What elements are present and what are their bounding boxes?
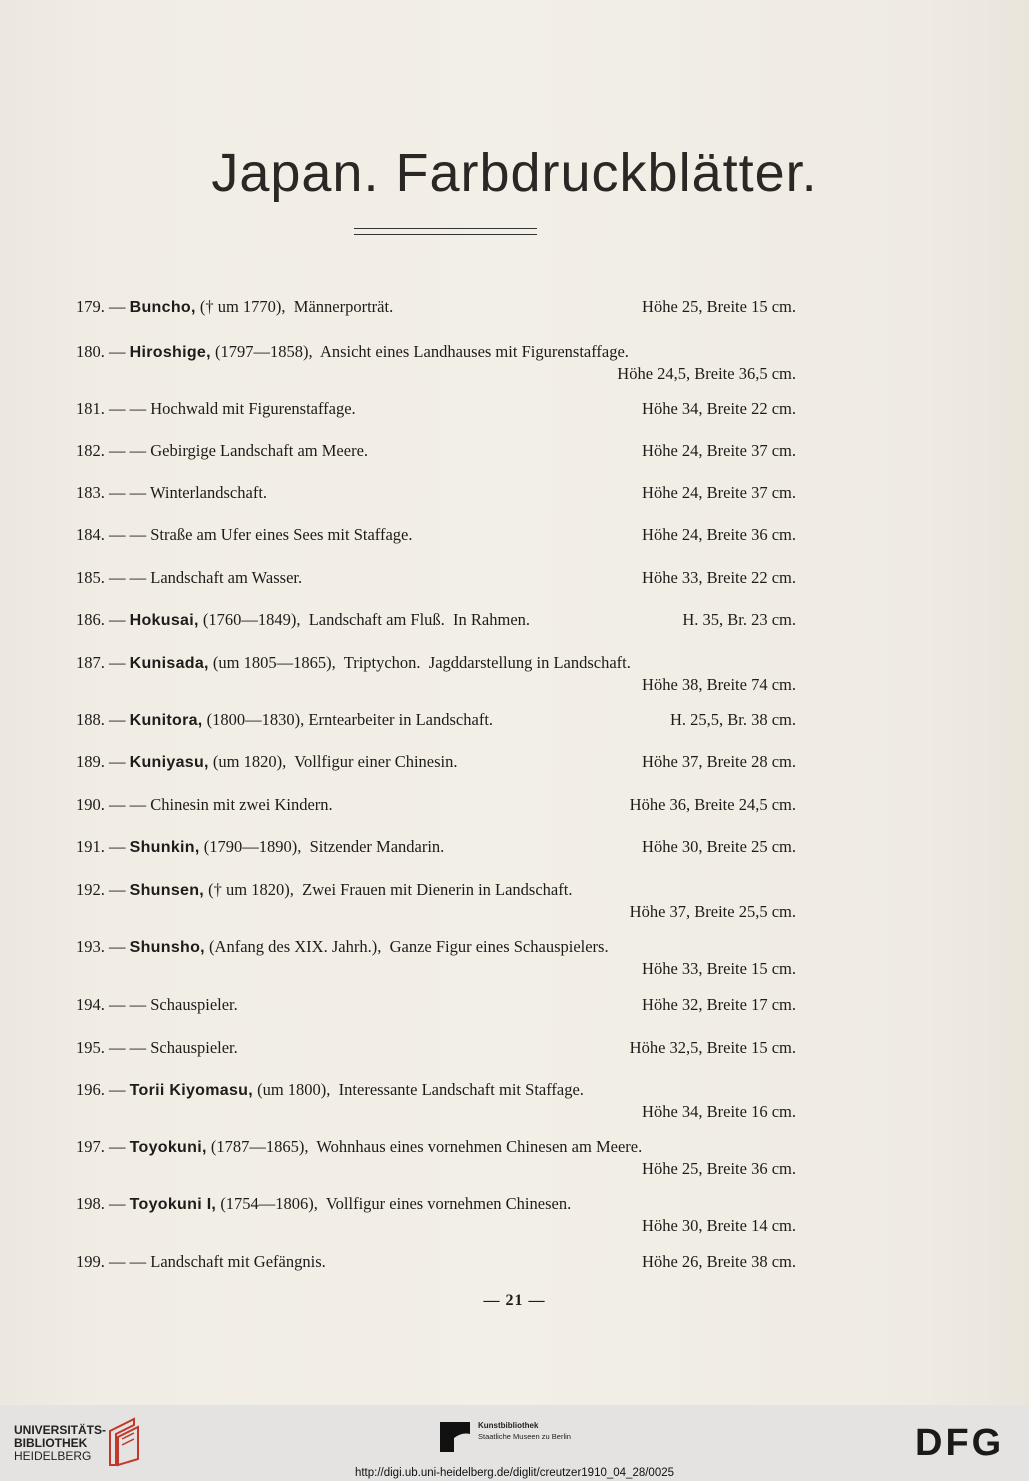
entry-description — [76, 936, 609, 959]
entry-number: 184. — [76, 525, 105, 544]
entry-dimensions: Höhe 34, Breite 22 cm. — [642, 399, 796, 418]
entry-line — [76, 836, 796, 858]
entry-dash: — — [104, 342, 130, 361]
catalog-entry — [76, 567, 796, 589]
uni-line-2: BIBLIOTHEK — [14, 1436, 88, 1450]
entry-dash: — — — [104, 525, 151, 544]
catalog-entry — [76, 994, 796, 1016]
entry-number: 196. — [76, 1080, 105, 1099]
entry-description — [76, 567, 302, 589]
entry-artist: Toyokuni, — [129, 1139, 207, 1156]
entry-description — [76, 652, 631, 675]
entry-text: Hochwald mit Figurenstaffage. — [150, 399, 356, 418]
entry-dimensions: Höhe 32,5, Breite 15 cm. — [629, 1038, 796, 1057]
entry-description — [76, 1251, 326, 1273]
entry-number: 180. — [76, 342, 105, 361]
catalog-entry — [76, 709, 796, 731]
entry-dimensions: H. 35, Br. 23 cm. — [682, 610, 796, 629]
entry-dimensions: Höhe 30, Breite 25 cm. — [642, 837, 796, 856]
entry-line — [76, 709, 796, 731]
catalog-entry — [76, 936, 796, 980]
entry-description — [76, 296, 393, 319]
entry-line — [76, 1079, 796, 1101]
entry-dimensions: Höhe 36, Breite 24,5 cm. — [629, 795, 796, 814]
entry-dimensions: Höhe 24, Breite 37 cm. — [642, 441, 796, 460]
entry-text: Gebirgige Landschaft am Meere. — [150, 441, 369, 460]
entry-number: 185. — [76, 568, 105, 587]
entry-line — [76, 1193, 796, 1215]
entry-description — [76, 398, 356, 420]
entry-line — [76, 652, 796, 674]
uni-line-1: UNIVERSITÄTS- — [14, 1423, 107, 1437]
entry-line — [76, 994, 796, 1016]
entry-dash: — — — [104, 441, 151, 460]
catalog-entry — [76, 482, 796, 504]
entry-line — [76, 567, 796, 589]
entry-number: 195. — [76, 1038, 105, 1057]
entry-line — [76, 440, 796, 462]
entry-artist: Shunkin, — [129, 839, 200, 856]
entry-dash: — — [104, 297, 130, 316]
entry-dash: — — [104, 1080, 130, 1099]
entry-line — [76, 524, 796, 546]
entry-dash: — — — [104, 399, 151, 418]
catalog-entry — [76, 398, 796, 420]
entry-number: 186. — [76, 610, 105, 629]
entry-description — [76, 524, 413, 546]
uni-line-3: HEIDELBERG — [14, 1449, 92, 1463]
catalog-entry — [76, 524, 796, 546]
entry-dash: — — [104, 880, 130, 899]
entry-artist: Shunsen, — [129, 882, 205, 899]
catalog-entry — [76, 1079, 796, 1123]
entry-dimensions: Höhe 25, Breite 36 cm. — [642, 1159, 796, 1178]
entry-number: 199. — [76, 1252, 105, 1271]
entry-text: (1760—1849), Landschaft am Fluß. In Rahmen. — [198, 610, 531, 629]
entry-artist: Buncho, — [129, 299, 196, 316]
entry-dash: — — [104, 1137, 130, 1156]
entry-text: (1754—1806), Vollfigur eines vornehmen Chinesen. — [216, 1194, 572, 1213]
entry-dimensions: Höhe 33, Breite 15 cm. — [642, 959, 796, 978]
entry-text: (um 1805—1865), Triptychon. Jagddarstellung in Landschaft. — [208, 653, 631, 672]
entry-description — [76, 994, 238, 1016]
entry-dimensions: Höhe 38, Breite 74 cm. — [642, 675, 796, 694]
entry-dash: — — — [104, 995, 151, 1014]
entry-dash: — — [104, 653, 130, 672]
entry-text: († um 1770), Männerporträt. — [195, 297, 394, 316]
entry-dash: — — [104, 1194, 130, 1213]
kb-line-2: Staatliche Museen zu Berlin — [478, 1432, 571, 1441]
university-logo-icon — [104, 1415, 142, 1467]
entry-description — [76, 341, 629, 364]
university-library-label — [14, 1424, 106, 1463]
kunstbibliothek-logo-icon — [440, 1422, 470, 1452]
catalog-entry — [76, 1193, 796, 1237]
footer-bar — [0, 1405, 1029, 1481]
entry-description — [76, 879, 572, 902]
entry-line — [76, 482, 796, 504]
catalog-entry — [76, 794, 796, 816]
entry-number: 192. — [76, 880, 105, 899]
entry-dimensions: Höhe 32, Breite 17 cm. — [642, 995, 796, 1014]
entry-dash: — — [104, 752, 130, 771]
entry-text: Chinesin mit zwei Kindern. — [150, 795, 333, 814]
entry-artist: Shunsho, — [129, 939, 205, 956]
entry-number: 190. — [76, 795, 105, 814]
entry-dash: — — [104, 610, 130, 629]
entry-dimensions: Höhe 24, Breite 36 cm. — [642, 525, 796, 544]
entry-number: 194. — [76, 995, 105, 1014]
entry-number: 198. — [76, 1194, 105, 1213]
entry-description — [76, 836, 444, 859]
catalog-entry — [76, 879, 796, 923]
entry-description — [76, 1037, 238, 1059]
entry-line — [76, 879, 796, 901]
entry-text: (Anfang des XIX. Jahrh.), Ganze Figur eines Schauspielers. — [204, 937, 609, 956]
entry-text: Schauspieler. — [150, 995, 238, 1014]
entry-description — [76, 482, 267, 504]
entry-dimensions: Höhe 24, Breite 37 cm. — [642, 483, 796, 502]
entry-text: (1787—1865), Wohnhaus eines vornehmen Chinesen am Meere. — [206, 1137, 643, 1156]
entry-dash: — — — [104, 795, 151, 814]
entry-description — [76, 1193, 571, 1216]
entry-line — [76, 794, 796, 816]
entry-text: (um 1820), Vollfigur einer Chinesin. — [208, 752, 458, 771]
kb-line-1: Kunstbibliothek — [478, 1421, 539, 1430]
entry-description — [76, 1079, 584, 1102]
catalog-entry — [76, 1136, 796, 1180]
entry-number: 189. — [76, 752, 105, 771]
entry-text: (1800—1830), Erntearbeiter in Landschaft. — [202, 710, 494, 729]
entry-dash: — — — [104, 483, 150, 502]
catalog-entry — [76, 341, 796, 385]
catalog-entry — [76, 1037, 796, 1059]
entry-artist: Kunitora, — [129, 712, 203, 729]
entry-dimensions: Höhe 30, Breite 14 cm. — [642, 1216, 796, 1235]
entry-number: 179. — [76, 297, 105, 316]
entry-text: Schauspieler. — [150, 1038, 238, 1057]
entry-number: 183. — [76, 483, 105, 502]
catalog-entry — [76, 836, 796, 858]
catalog-entries — [76, 0, 796, 1300]
kunstbibliothek-label — [478, 1420, 571, 1442]
entry-line — [76, 936, 796, 958]
entry-dimensions: Höhe 24,5, Breite 36,5 cm. — [617, 364, 796, 383]
entry-artist: Hiroshige, — [129, 344, 211, 361]
entry-dash: — — — [104, 568, 151, 587]
entry-dimensions: Höhe 37, Breite 28 cm. — [642, 752, 796, 771]
entry-line — [76, 1037, 796, 1059]
entry-artist: Hokusai, — [129, 612, 199, 629]
entry-line — [76, 1136, 796, 1158]
page-number: — 21 — — [483, 1292, 546, 1309]
catalog-entry — [76, 1251, 796, 1273]
entry-dimensions: H. 25,5, Br. 38 cm. — [669, 710, 796, 729]
entry-number: 187. — [76, 653, 105, 672]
entry-dash: — — [104, 710, 130, 729]
entry-text: Straße am Ufer eines Sees mit Staffage. — [150, 525, 413, 544]
catalog-entry — [76, 440, 796, 462]
entry-artist: Kunisada, — [129, 655, 209, 672]
entry-line — [76, 296, 796, 318]
entry-line — [76, 1251, 796, 1273]
entry-description — [76, 440, 368, 462]
entry-artist: Toyokuni I, — [129, 1196, 217, 1213]
entry-text: (1797—1858), Ansicht eines Landhauses mit Figurenstaffage. — [210, 342, 629, 361]
dfg-logo: DFG — [915, 1422, 1005, 1464]
catalog-entry — [76, 751, 796, 773]
entry-text: (um 1800), Interessante Landschaft mit Staffage. — [252, 1080, 584, 1099]
entry-dimensions: Höhe 26, Breite 38 cm. — [642, 1252, 796, 1271]
entry-line — [76, 341, 796, 363]
entry-text: (1790—1890), Sitzender Mandarin. — [199, 837, 445, 856]
entry-description — [76, 1136, 642, 1159]
entry-dimensions: Höhe 34, Breite 16 cm. — [642, 1102, 796, 1121]
entry-dash: — — — [104, 1252, 151, 1271]
source-url[interactable]: http://digi.ub.uni-heidelberg.de/diglit/creutzer1910_04_28/0025 — [354, 1467, 675, 1479]
entry-dimensions: Höhe 25, Breite 15 cm. — [642, 297, 796, 316]
entry-dimensions: Höhe 33, Breite 22 cm. — [642, 568, 796, 587]
entry-number: 197. — [76, 1137, 105, 1156]
page-title: Japan. Farbdruckblätter. — [211, 143, 818, 203]
entry-dash: — — [104, 837, 130, 856]
entry-line — [76, 609, 796, 631]
entry-line — [76, 398, 796, 420]
entry-text: Landschaft am Wasser. — [150, 568, 303, 587]
catalog-entry — [76, 609, 796, 631]
entry-dimensions: Höhe 37, Breite 25,5 cm. — [629, 902, 796, 921]
entry-artist: Torii Kiyomasu, — [129, 1082, 253, 1099]
entry-text: Landschaft mit Gefängnis. — [150, 1252, 326, 1271]
entry-text: Winterlandschaft. — [149, 483, 268, 502]
catalog-entry — [76, 296, 796, 318]
entry-dash: — — [104, 937, 130, 956]
entry-text: († um 1820), Zwei Frauen mit Dienerin in Landschaft. — [204, 880, 573, 899]
entry-number: 182. — [76, 441, 105, 460]
entry-artist: Kuniyasu, — [129, 754, 209, 771]
entry-description — [76, 709, 493, 732]
catalog-entry — [76, 652, 796, 696]
entry-description — [76, 794, 333, 816]
entry-number: 188. — [76, 710, 105, 729]
entry-description — [76, 751, 458, 774]
entry-number: 193. — [76, 937, 105, 956]
entry-description — [76, 609, 530, 632]
entry-number: 191. — [76, 837, 105, 856]
entry-line — [76, 751, 796, 773]
entry-number: 181. — [76, 399, 105, 418]
entry-dash: — — — [104, 1038, 151, 1057]
